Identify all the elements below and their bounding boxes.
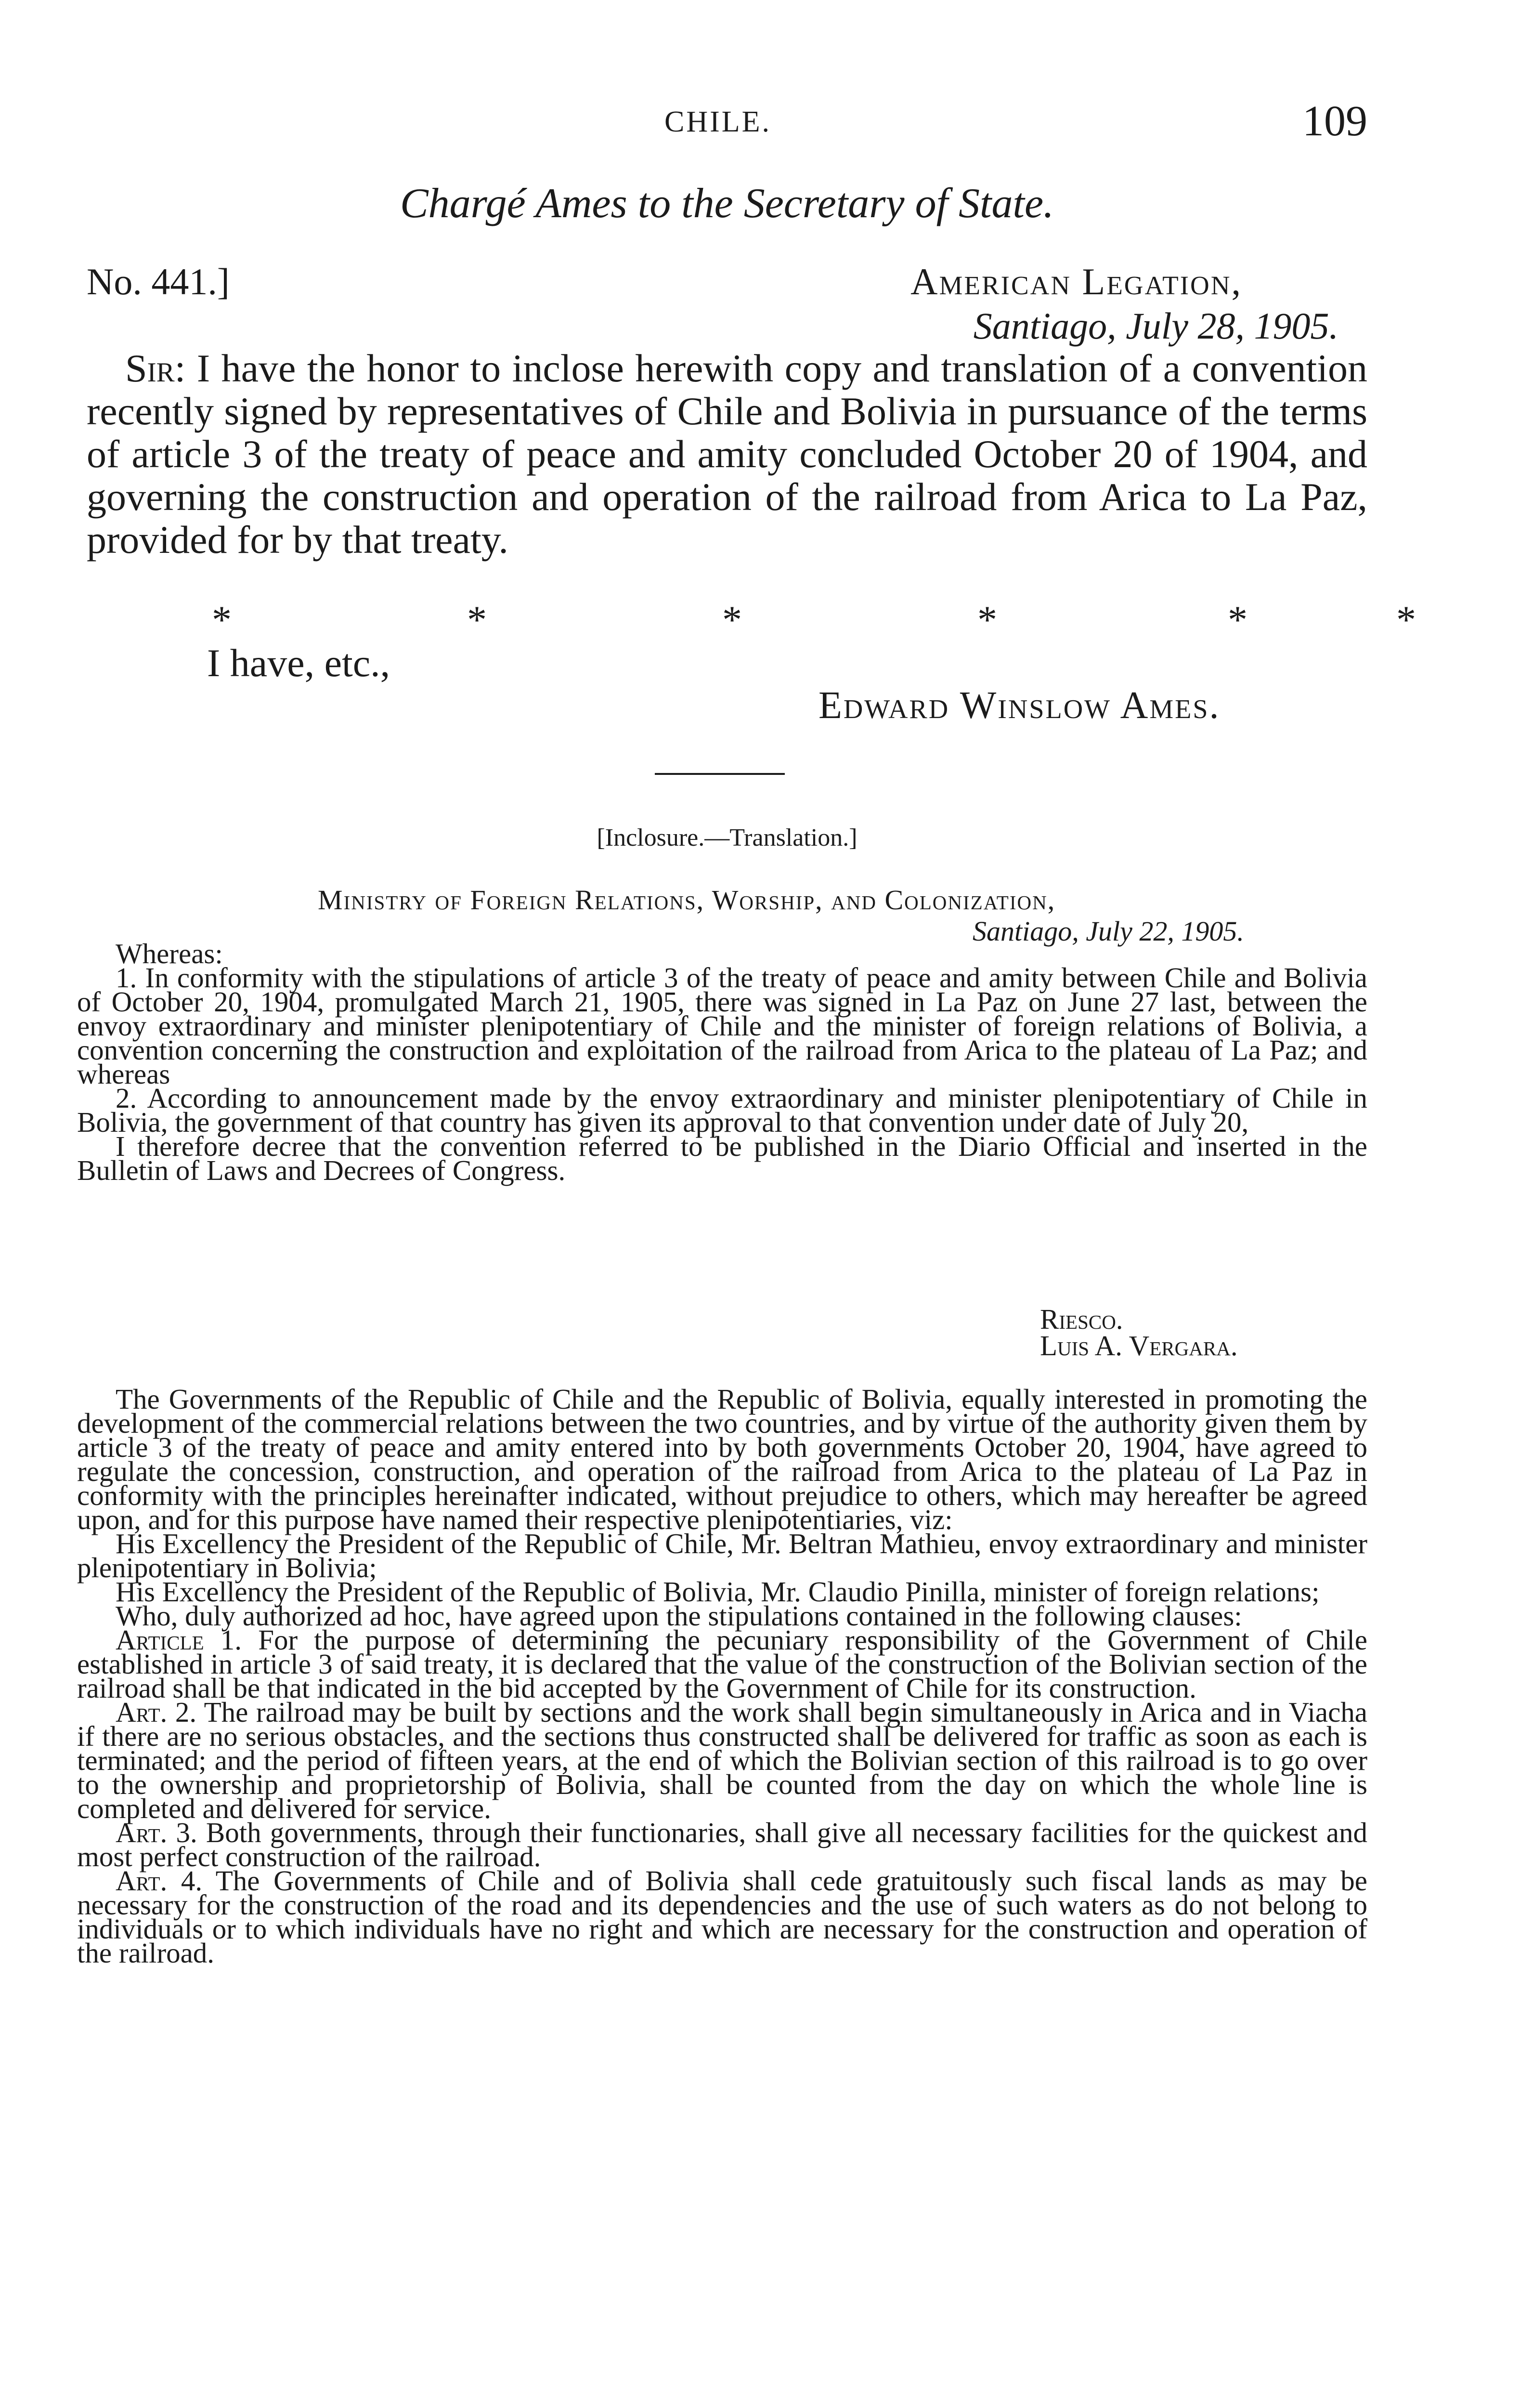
article-4-label: Art. 4. xyxy=(116,1865,203,1897)
convention-preamble: The Governments of the Republic of Chile and the Republic of Bolivia, equally interested in promoting the development of the commercial relations between the two countries, and by virtue of the authority given them by article 3 of the treaty of peace and amity entered into by both governments October 20, 1904, have agreed to regulate the concession, construction, and operation of the railroad from Arica to the plateau of La Paz in conformity with the principles hereinafter indicated, without prejudice to others, which may hereafter be agreed upon, and for this purpose have named their respective plenipotentiaries, viz: xyxy=(77,1383,1367,1535)
dateline xyxy=(87,260,1367,356)
article-4 xyxy=(77,1865,1367,1969)
decree-signer-vergara: Luis A. Vergara. xyxy=(1040,1330,1238,1361)
page-number: 109 xyxy=(1302,97,1367,145)
decree-clause-2: 2. According to announcement made by the envoy extraordinary and minister plenipotentiary of Chile in Bolivia, the government of that country has given its approval to that convention under date of July 20, xyxy=(77,1082,1367,1138)
document-number: No. 441.] xyxy=(87,261,230,302)
salutation: Sir: xyxy=(125,346,186,390)
decree-clause-1: 1. In conformity with the stipulations of article 3 of the treaty of peace and amity between Chile and Bolivia of October 20, 1904, promulgated March 21, 1905, there was signed in La Paz on June 27 last, between the envoy extraordinary and minister plenipotentiary of Chile and the minister of foreign relations of Bolivia, a convention concerning the construction and exploitation of the railroad from Arica to the plateau of La Paz; and whereas xyxy=(77,962,1367,1090)
star: * xyxy=(1396,598,1416,641)
article-4-text: The Governments of Chile and of Bolivia shall cede gratuitously such fiscal lands as may be necessary for the construction of the road and its dependencies and the use of such waters as do not belong to individuals or to which individuals have no right and which are necessary for the construction and operation of the railroad. xyxy=(77,1865,1367,1969)
convention-text xyxy=(77,1383,1367,1969)
plenipotentiary-chile: His Excellency the President of the Republic of Chile, Mr. Beltran Mathieu, envoy extraordinary and minister plenipotentiary in Bolivia; xyxy=(77,1528,1367,1584)
omission-stars xyxy=(87,597,1416,645)
article-2-label: Art. 2. xyxy=(116,1696,197,1728)
article-1 xyxy=(77,1624,1367,1704)
article-3 xyxy=(77,1817,1367,1872)
article-3-label: Art. 3. xyxy=(116,1817,197,1848)
running-header-title: CHILE. xyxy=(664,105,772,138)
whereas: Whereas: xyxy=(116,938,223,969)
star: * xyxy=(467,598,487,641)
article-2 xyxy=(77,1696,1367,1824)
decree-order: I therefore decree that the convention referred to be published in the Diario Official and inserted in the Bulletin of Laws and Decrees of Congress. xyxy=(77,1130,1367,1186)
article-1-text: For the purpose of determining the pecuniary responsibility of the Government of Chile established in article 3 of said treaty, it is declared that the value of the construction of the Bolivian section of the railroad shall be that indicated in the bid accepted by the Government of Chile for its construction. xyxy=(77,1624,1367,1704)
letter-heading: Chargé Ames to the Secretary of State. xyxy=(400,180,1054,227)
star: * xyxy=(977,598,997,641)
enclosure-label: [Inclosure.—Translation.] xyxy=(597,824,857,851)
section-divider xyxy=(655,773,785,775)
plenipotentiary-bolivia: His Excellency the President of the Republic of Bolivia, Mr. Claudio Pinilla, minister of foreign relations; xyxy=(116,1576,1320,1608)
decree-signer-riesco: Riesco. xyxy=(1040,1303,1123,1335)
ministry-heading: Ministry of Foreign Relations, Worship, and Colonization, xyxy=(318,884,1056,916)
star: * xyxy=(1228,598,1247,641)
decree-place-date: Santiago, July 22, 1905. xyxy=(973,916,1244,947)
star: * xyxy=(722,598,742,641)
article-1-label: Article 1. xyxy=(116,1624,242,1656)
star: * xyxy=(212,598,232,641)
article-3-text: Both governments, through their functionaries, shall give all necessary facilities for the quickest and most perfect construction of the railroad. xyxy=(77,1817,1367,1872)
letter-text: I have the honor to inclose herewith copy and translation of a convention recently signed by representatives of Chile and Bolivia in pursuance of the terms of article 3 of the treaty of peace and amity concluded October 20 of 1904, and governing the construction and operation of the railroad from Arica to La Paz, provided for by that treaty. xyxy=(87,346,1368,562)
agreement-clause: Who, duly authorized ad hoc, have agreed upon the stipulations contained in the following clauses: xyxy=(116,1600,1242,1632)
letter-body xyxy=(87,347,1367,561)
running-header xyxy=(87,96,1367,149)
decree-text xyxy=(77,938,1367,1186)
letter-signature: Edward Winslow Ames. xyxy=(818,684,1221,727)
legation-name: American Legation, xyxy=(910,261,1242,302)
letter-place-date: Santiago, July 28, 1905. xyxy=(973,305,1338,347)
letter-closing: I have, etc., xyxy=(207,641,390,685)
article-2-text: The railroad may be built by sections and the work shall begin simultaneously in Arica and in Viacha if there are no serious obstacles, and the sections thus constructed shall be delivered for traffic as soon as each is terminated; and the period of fifteen years, at the end of which the Bolivian section of this railroad is to go over to the ownership and proprietorship of Bolivia, shall be counted from the day on which the whole line is completed and delivered for service. xyxy=(77,1696,1367,1824)
